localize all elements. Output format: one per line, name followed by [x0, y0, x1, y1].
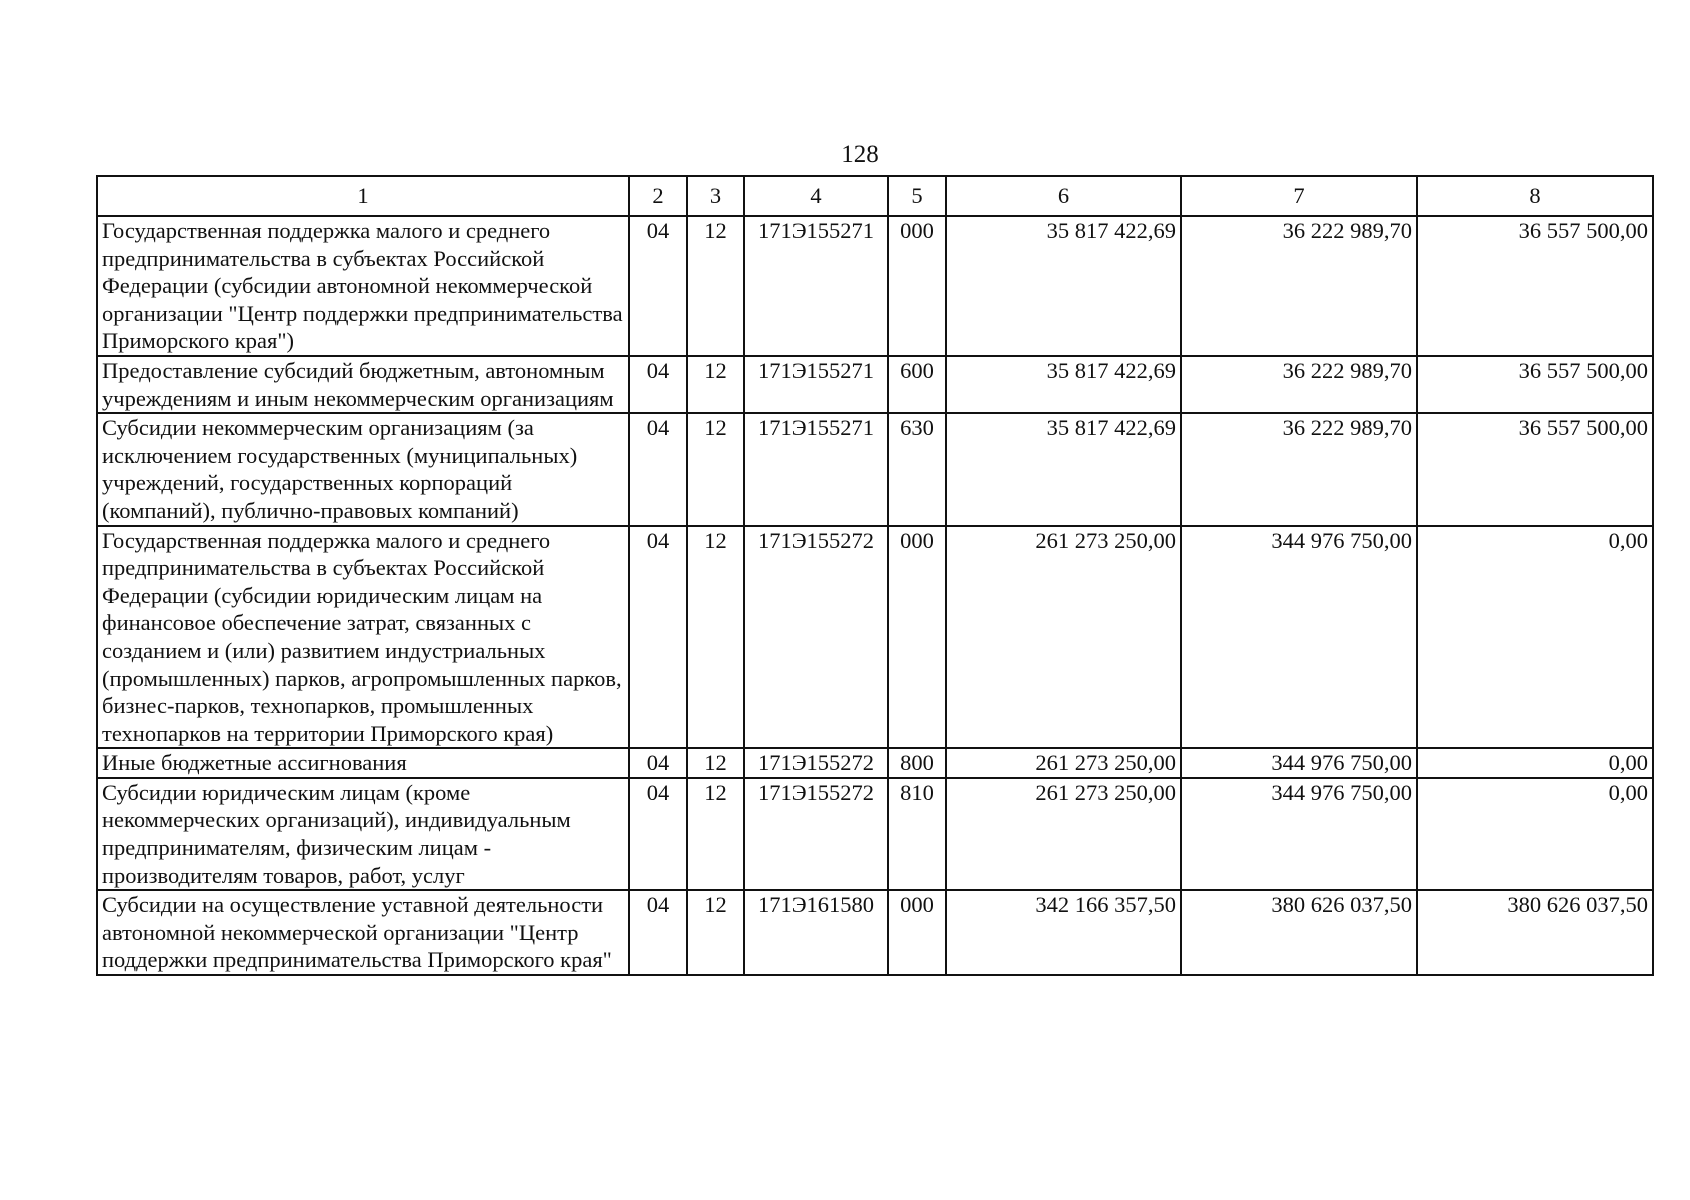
- target-article-code: 171Э155271: [744, 216, 888, 356]
- target-article-code: 171Э161580: [744, 890, 888, 975]
- target-article-code: 171Э155272: [744, 748, 888, 778]
- amount-col-6: 261 273 250,00: [946, 778, 1181, 890]
- column-header: 4: [744, 176, 888, 216]
- expense-type-code: 630: [888, 413, 946, 525]
- table-row: [97, 526, 1653, 749]
- subsection-code: 12: [687, 413, 744, 525]
- amount-col-6: 35 817 422,69: [946, 356, 1181, 413]
- column-header: 1: [97, 176, 629, 216]
- amount-col-8: 36 557 500,00: [1417, 413, 1653, 525]
- expense-name: Субсидии на осуществление уставной деятельности автономной некоммерческой организации "Центр поддержки предпринимательства Приморского края": [97, 890, 629, 975]
- section-code: 04: [629, 356, 687, 413]
- amount-col-7: 36 222 989,70: [1181, 356, 1417, 413]
- expense-name: Государственная поддержка малого и среднего предпринимательства в субъектах Российской Федерации (субсидии юридическим лицам на финансовое обеспечение затрат, связанных с созданием и (или) развитием индустриальных (промышленных) парков, агропромышленных парков, бизнес-парков, технопарков, промышленных технопарков на территории Приморского края): [97, 526, 629, 749]
- section-code: 04: [629, 216, 687, 356]
- target-article-code: 171Э155271: [744, 413, 888, 525]
- amount-col-7: 380 626 037,50: [1181, 890, 1417, 975]
- subsection-code: 12: [687, 526, 744, 749]
- amount-col-8: 36 557 500,00: [1417, 216, 1653, 356]
- expense-name: Иные бюджетные ассигнования: [97, 748, 629, 778]
- section-code: 04: [629, 413, 687, 525]
- table-row: [97, 216, 1653, 356]
- subsection-code: 12: [687, 778, 744, 890]
- subsection-code: 12: [687, 890, 744, 975]
- amount-col-6: 261 273 250,00: [946, 526, 1181, 749]
- target-article-code: 171Э155272: [744, 778, 888, 890]
- expense-name: Государственная поддержка малого и среднего предпринимательства в субъектах Российской Федерации (субсидии автономной некоммерческой организации "Центр поддержки предпринимательства Приморского края"): [97, 216, 629, 356]
- column-number-row: [97, 176, 1653, 216]
- table-row: [97, 356, 1653, 413]
- subsection-code: 12: [687, 748, 744, 778]
- table-row: [97, 748, 1653, 778]
- column-header: 5: [888, 176, 946, 216]
- expense-type-code: 600: [888, 356, 946, 413]
- page-number: 128: [841, 141, 879, 168]
- column-header: 8: [1417, 176, 1653, 216]
- section-code: 04: [629, 890, 687, 975]
- column-header: 2: [629, 176, 687, 216]
- table-row: [97, 413, 1653, 525]
- amount-col-7: 344 976 750,00: [1181, 526, 1417, 749]
- expense-name: Субсидии некоммерческим организациям (за исключением государственных (муниципальных) учреждений, государственных корпораций (компаний), публично-правовых компаний): [97, 413, 629, 525]
- expense-type-code: 000: [888, 890, 946, 975]
- budget-table: [96, 175, 1654, 976]
- amount-col-7: 36 222 989,70: [1181, 216, 1417, 356]
- expense-type-code: 000: [888, 216, 946, 356]
- expense-name: Предоставление субсидий бюджетным, автономным учреждениям и иным некоммерческим организациям: [97, 356, 629, 413]
- amount-col-8: 0,00: [1417, 526, 1653, 749]
- amount-col-8: 36 557 500,00: [1417, 356, 1653, 413]
- column-header: 7: [1181, 176, 1417, 216]
- section-code: 04: [629, 526, 687, 749]
- subsection-code: 12: [687, 356, 744, 413]
- amount-col-6: 261 273 250,00: [946, 748, 1181, 778]
- subsection-code: 12: [687, 216, 744, 356]
- target-article-code: 171Э155272: [744, 526, 888, 749]
- expense-type-code: 000: [888, 526, 946, 749]
- expense-name: Субсидии юридическим лицам (кроме некоммерческих организаций), индивидуальным предпринимателям, физическим лицам - производителям товаров, работ, услуг: [97, 778, 629, 890]
- target-article-code: 171Э155271: [744, 356, 888, 413]
- amount-col-7: 344 976 750,00: [1181, 778, 1417, 890]
- amount-col-6: 35 817 422,69: [946, 413, 1181, 525]
- table-row: [97, 778, 1653, 890]
- table-row: [97, 890, 1653, 975]
- expense-type-code: 800: [888, 748, 946, 778]
- amount-col-8: 0,00: [1417, 778, 1653, 890]
- amount-col-8: 0,00: [1417, 748, 1653, 778]
- amount-col-7: 36 222 989,70: [1181, 413, 1417, 525]
- column-header: 6: [946, 176, 1181, 216]
- expense-type-code: 810: [888, 778, 946, 890]
- amount-col-6: 342 166 357,50: [946, 890, 1181, 975]
- section-code: 04: [629, 748, 687, 778]
- column-header: 3: [687, 176, 744, 216]
- amount-col-8: 380 626 037,50: [1417, 890, 1653, 975]
- section-code: 04: [629, 778, 687, 890]
- amount-col-6: 35 817 422,69: [946, 216, 1181, 356]
- amount-col-7: 344 976 750,00: [1181, 748, 1417, 778]
